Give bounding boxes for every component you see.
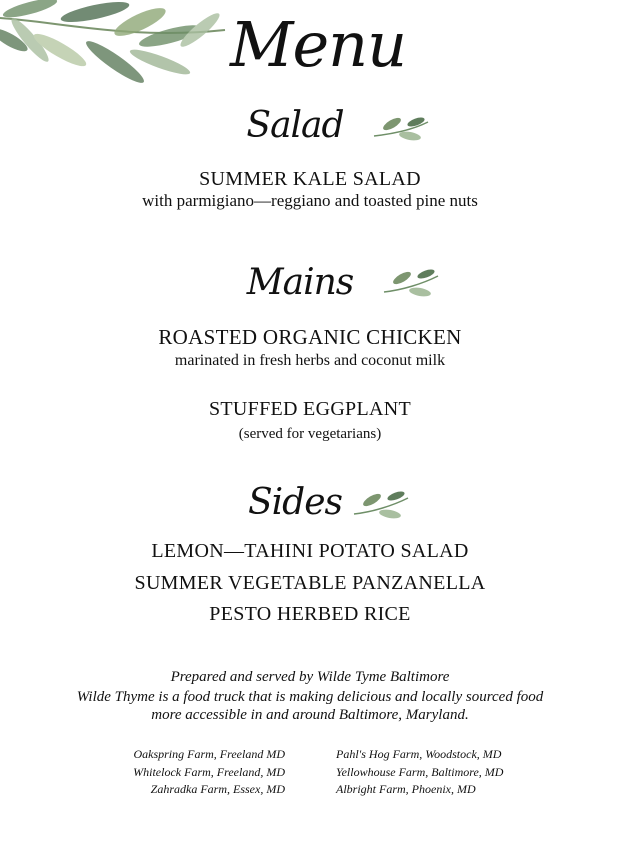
farm-list-left — [133, 746, 285, 799]
farm-list-right — [336, 746, 503, 799]
farm-item: Whitelock Farm, Freeland, MD — [133, 764, 285, 779]
farm-item: Albright Farm, Phoenix, MD — [336, 782, 476, 796]
footer-description: Wilde Thyme is a food truck that is making delicious and locally sourced food — [76, 689, 544, 705]
menu-item-name: STUFFED EGGPLANT — [208, 398, 412, 420]
section-heading-mains: Mains — [246, 262, 354, 303]
menu-item-name: LEMON—TAHINI POTATO SALAD — [151, 540, 469, 562]
menu-item-description: with parmigiano—reggiano and toasted pine nuts — [142, 191, 478, 210]
footer-prepared-by: Prepared and served by Wilde Tyme Baltimore — [170, 669, 450, 685]
section-heading-salad: Salad — [246, 105, 344, 146]
olive-branch-decoration — [0, 0, 230, 95]
menu-title: Menu — [230, 8, 407, 81]
leaf-sprig-icon — [372, 112, 430, 144]
farm-item: Pahl's Hog Farm, Woodstock, MD — [336, 747, 502, 761]
section-heading-sides: Sides — [248, 482, 342, 523]
menu-item-description: marinated in fresh herbs and coconut milk — [174, 352, 446, 369]
leaf-sprig-icon — [382, 264, 440, 304]
menu-item-name: SUMMER KALE SALAD — [199, 168, 421, 190]
footer-description-cont: more accessible in and around Baltimore, Maryland. — [151, 707, 469, 723]
menu-item-name: SUMMER VEGETABLE PANZANELLA — [134, 572, 486, 594]
menu-item-name: ROASTED ORGANIC CHICKEN — [158, 325, 462, 349]
menu-item-name: PESTO HERBED RICE — [209, 603, 411, 625]
menu-item-description: (served for vegetarians) — [238, 426, 382, 442]
farm-item: Yellowhouse Farm, Baltimore, MD — [336, 764, 504, 779]
farm-item: Zahradka Farm, Essex, MD — [150, 782, 285, 796]
leaf-sprig-icon — [352, 486, 410, 526]
farm-item: Oakspring Farm, Freeland MD — [133, 747, 285, 761]
